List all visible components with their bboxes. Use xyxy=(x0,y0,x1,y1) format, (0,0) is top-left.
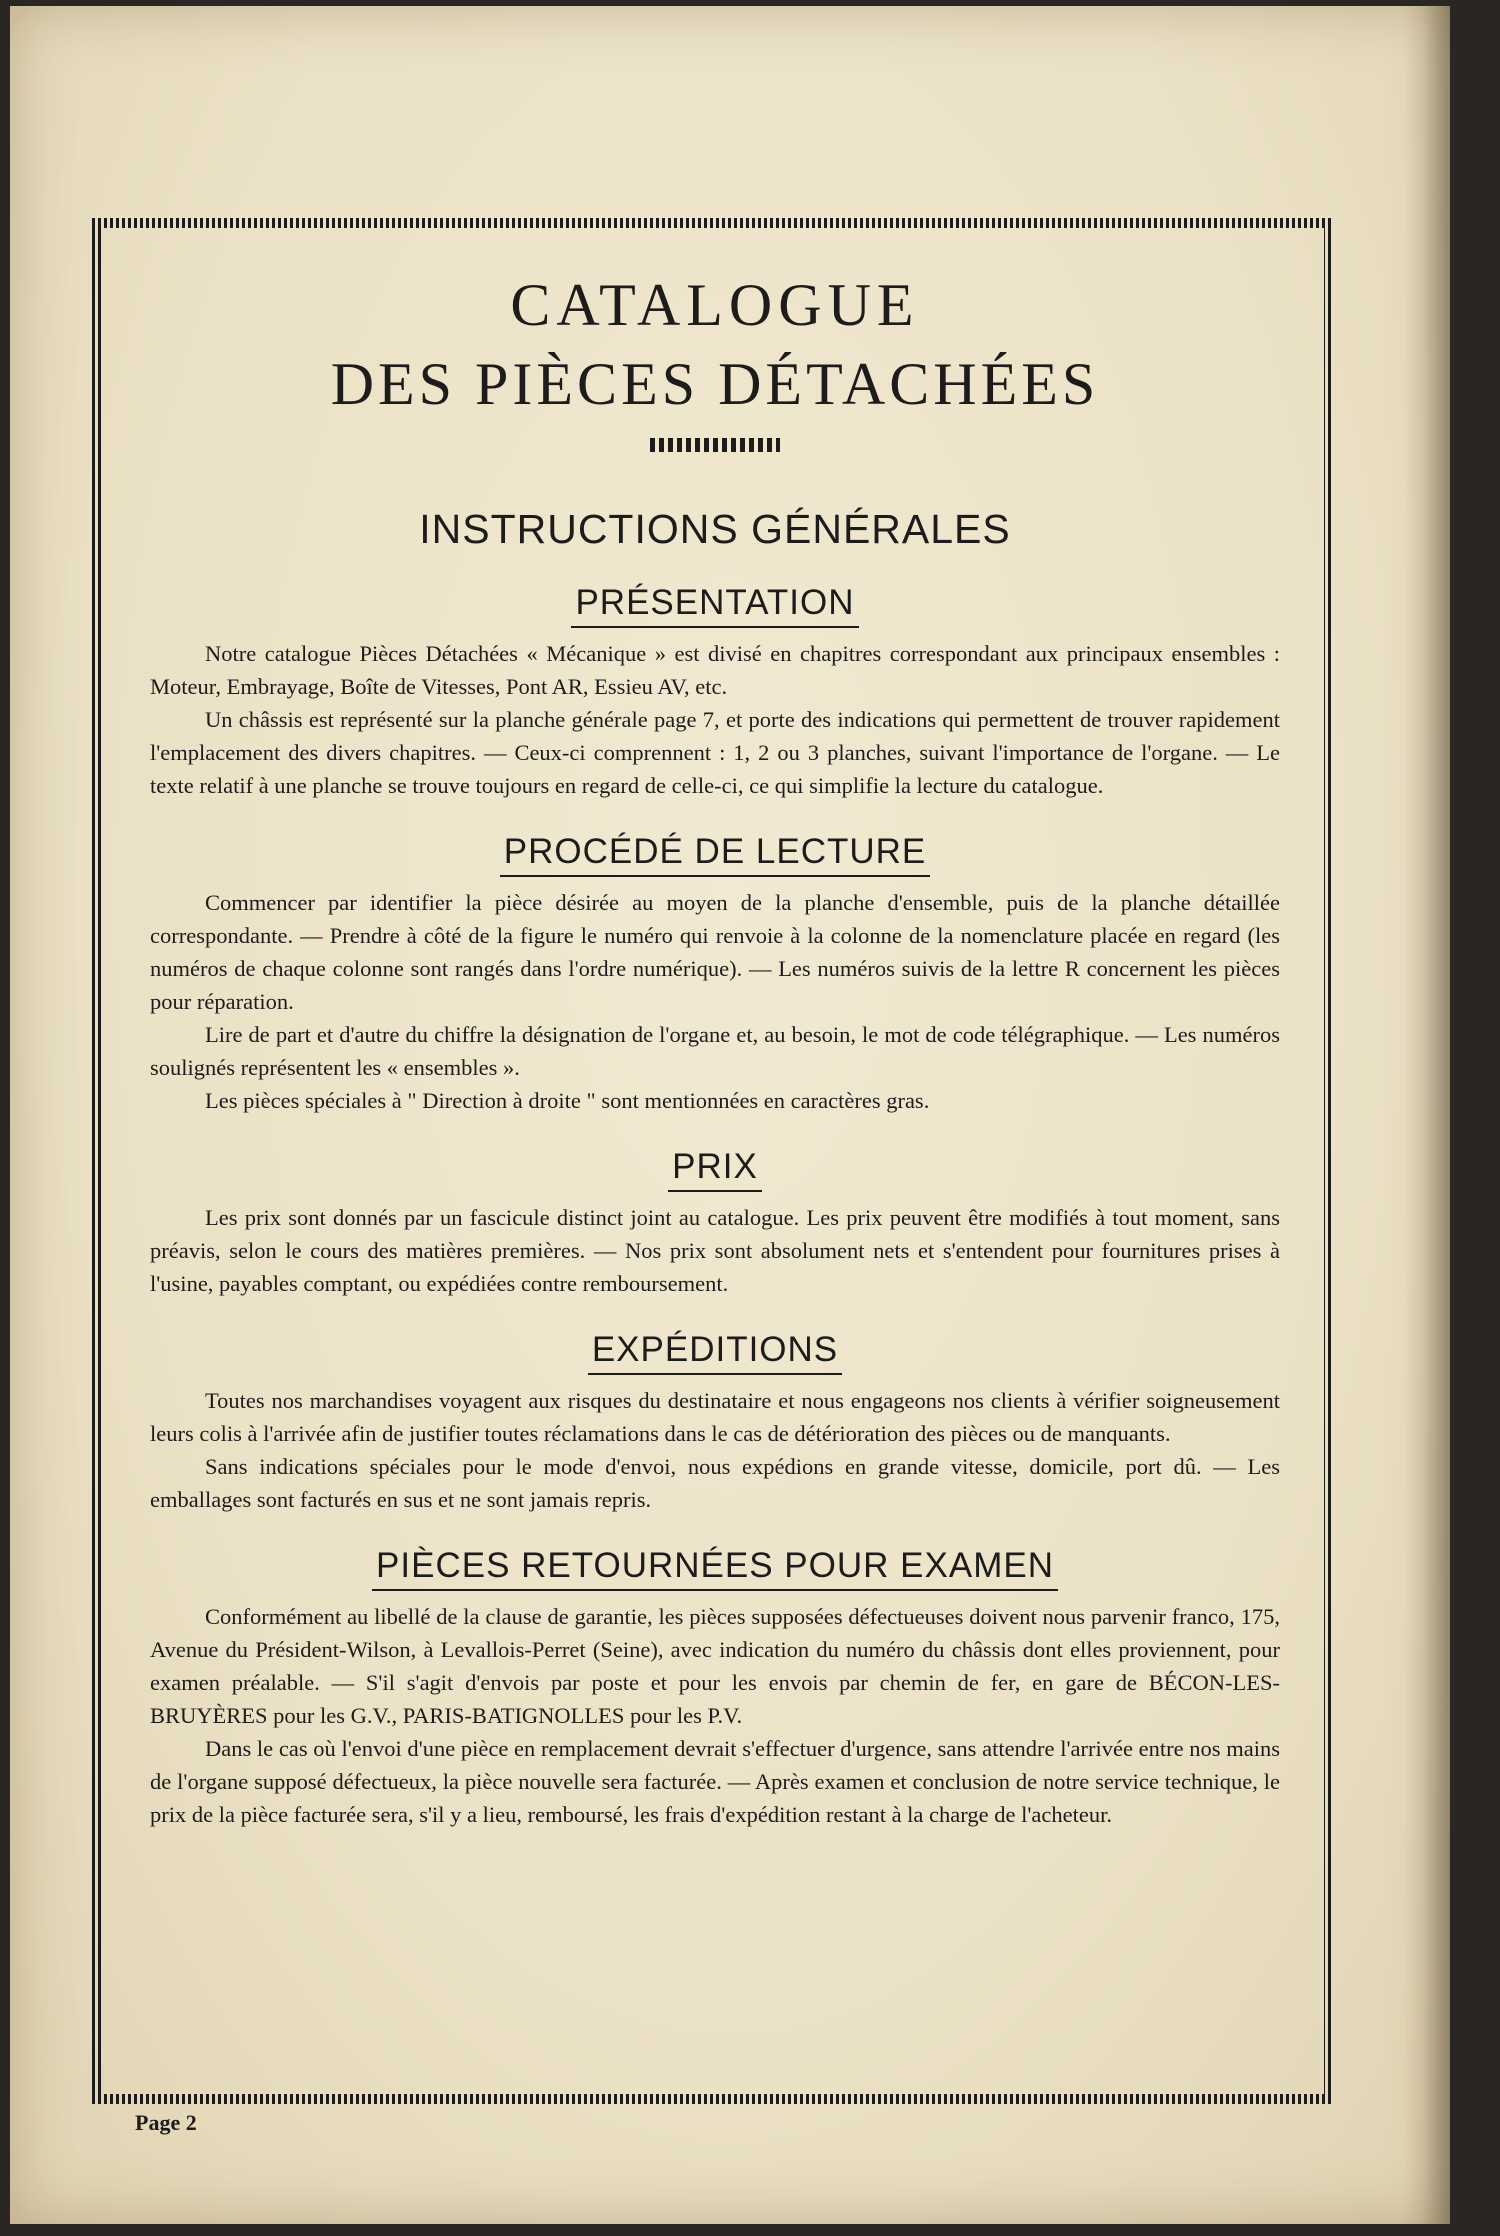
paragraph: Notre catalogue Pièces Détachées « Mécanique » est divisé en chapitres correspondant aux principaux ensembles : Moteur, Embrayage, Boîte de Vitesses, Pont AR, Essieu AV, etc. xyxy=(150,640,1280,699)
paragraph: Un châssis est représenté sur la planche générale page 7, et porte des indications qui permettent de trouver rapidement l'emplacement des divers chapitres. — Ceux-ci comprennent : 1, 2 ou 3 planches, suivant l'importance de l'organe. — Le texte relatif à une planche se trouve toujours en regard de celle-ci, ce qui simplifie la lecture du catalogue. xyxy=(150,706,1280,798)
main-heading: INSTRUCTIONS GÉNÉRALES xyxy=(419,505,1011,552)
catalogue-subtitle: DES PIÈCES DÉTACHÉES xyxy=(330,350,1100,417)
paragraph: Les prix sont donnés par un fascicule distinct joint au catalogue. Les prix peuvent être modifiés à tout moment, sans préavis, selon le cours des matières premières. — Nos prix sont absolument nets et s'entendent pour fournitures prises à l'usine, payables comptant, ou expédiées contre remboursement. xyxy=(150,1204,1280,1296)
paragraph: Dans le cas où l'envoi d'une pièce en remplacement devrait s'effectuer d'urgence, sans attendre l'arrivée entre nos mains de l'organe supposé défectueux, la pièce nouvelle sera facturée. — Après examen et conclusion de notre service technique, le prix de la pièce facturée sera, s'il y a lieu, remboursé, les frais d'expédition restant à la charge de l'acheteur. xyxy=(150,1735,1280,1827)
paragraph: Toutes nos marchandises voyagent aux risques du destinataire et nous engageons nos clients à vérifier soigneusement leurs colis à l'arrivée afin de justifier toutes réclamations dans le cas de détérioration des pièces ou de manquants. xyxy=(150,1387,1280,1446)
page-fold-shadow xyxy=(1404,6,1450,2224)
decorative-dots xyxy=(650,438,780,452)
catalogue-title: CATALOGUE xyxy=(510,272,920,338)
paragraph: Sans indications spéciales pour le mode d'envoi, nous expédions en grande vitesse, domicile, port dû. — Les emballages sont facturés en sus et ne sont jamais repris. xyxy=(150,1453,1280,1512)
paragraph: Lire de part et d'autre du chiffre la désignation de l'organe et, au besoin, le mot de code télégraphique. — Les numéros soulignés représentent les « ensembles ». xyxy=(150,1021,1280,1080)
page-number: Page 2 xyxy=(135,2110,197,2135)
section-heading-prix: PRIX xyxy=(150,1147,1280,1187)
section-heading-retour: PIÈCES RETOURNÉES POUR EXAMEN xyxy=(150,1546,1280,1586)
section-heading-expeditions: EXPÉDITIONS xyxy=(150,1330,1280,1370)
paragraph: Commencer par identifier la pièce désirée au moyen de la planche d'ensemble, puis de la planche détaillée correspondante. — Prendre à côté de la figure le numéro qui renvoie à la colonne de la nomenclature placée en regard (les numéros de chaque colonne sont rangés dans l'ordre numérique). — Les numéros suivis de la lettre R concernent les pièces pour réparation. xyxy=(150,889,1280,1014)
section-heading-lecture: PROCÉDÉ DE LECTURE xyxy=(150,832,1280,872)
paragraph: Les pièces spéciales à " Direction à droite " sont mentionnées en caractères gras. xyxy=(205,1087,930,1113)
section-heading-presentation: PRÉSENTATION xyxy=(150,583,1280,623)
page-content xyxy=(150,270,1280,1831)
paragraph: Conformément au libellé de la clause de garantie, les pièces supposées défectueuses doivent nous parvenir franco, 175, Avenue du Président-Wilson, à Levallois-Perret (Seine), avec indication du numéro du châssis dont elles proviennent, pour examen préalable. — S'il s'agit d'envois par poste et pour les envois par chemin de fer, en gare de BÉCON-LES-BRUYÈRES pour les G.V., PARIS-BATIGNOLLES pour les P.V. xyxy=(150,1603,1280,1728)
